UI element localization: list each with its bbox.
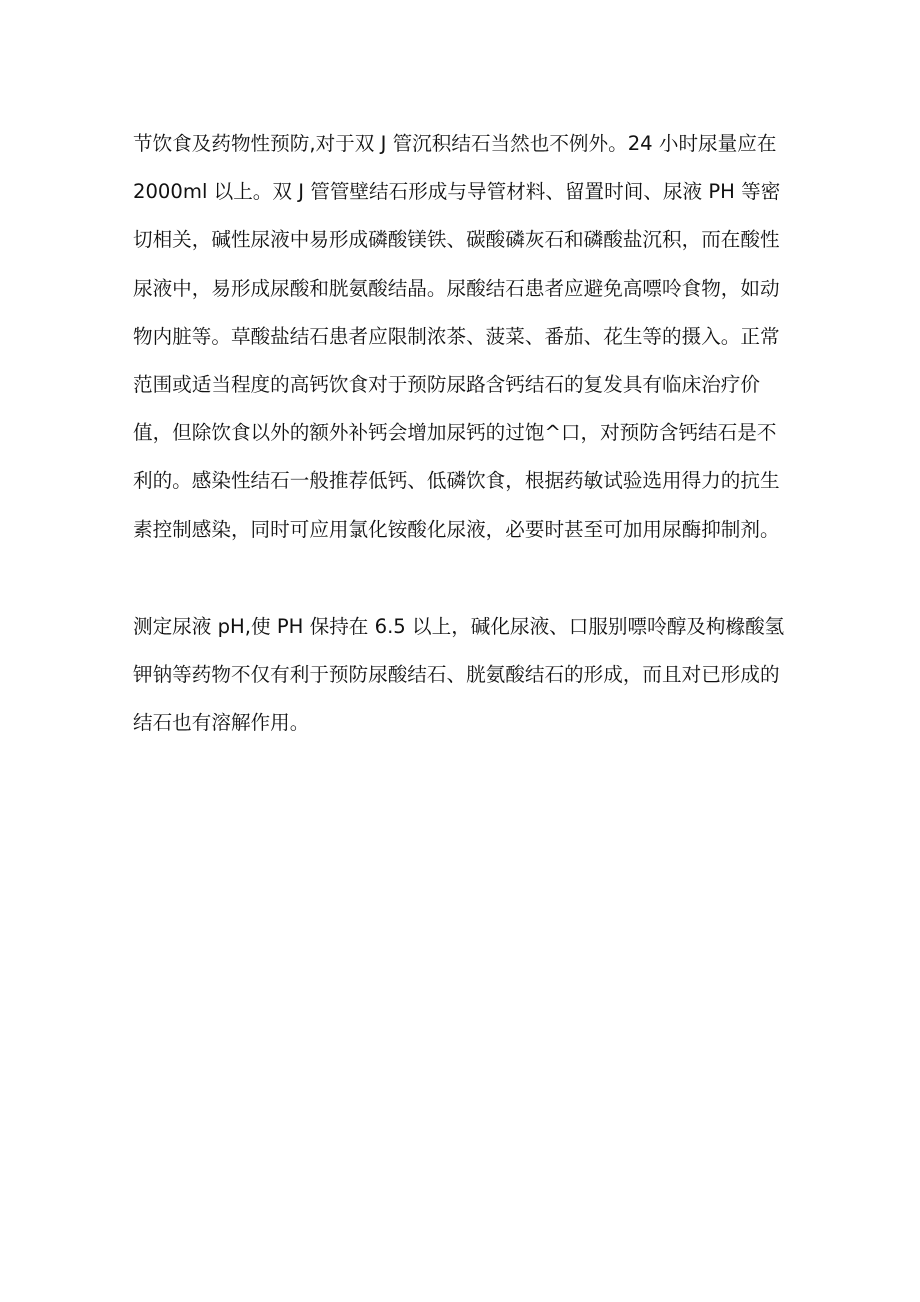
paragraph-line: 结石也有溶解作用。 — [133, 711, 310, 735]
paragraph-line: 物内脏等。草酸盐结石患者应限制浓茶、菠菜、番茄、花生等的摄入。正常 — [133, 324, 780, 348]
paragraph-line: 范围或适当程度的高钙饮食对于预防尿路含钙结石的复发具有临床治疗价 — [133, 372, 760, 396]
paragraph-line: 2000ml 以上。双 J 管管壁结石形成与导管材料、留置时间、尿液 PH 等密 — [133, 180, 781, 204]
paragraph-line: 钾钠等药物不仅有利于预防尿酸结石、胱氨酸结石的形成，而且对已形成的 — [133, 663, 780, 687]
paragraph-urine-alkalization — [133, 603, 813, 748]
paragraph-line: 素控制感染，同时可应用氯化铵酸化尿液，必要时甚至可加用尿酶抑制剂。 — [133, 517, 780, 541]
paragraph-stone-prevention-diet — [133, 120, 813, 554]
paragraph-line: 尿液中，易形成尿酸和胱氨酸结晶。尿酸结石患者应避免高嘌呤食物，如动 — [133, 276, 780, 300]
paragraph-line: 切相关，碱性尿液中易形成磷酸镁铁、碳酸磷灰石和磷酸盐沉积，而在酸性 — [133, 228, 780, 252]
paragraph-line: 值，但除饮食以外的额外补钙会增加尿钙的过饱^口，对预防含钙结石是不 — [133, 421, 777, 445]
paragraph-line: 节饮食及药物性预防,对于双 J 管沉积结石当然也不例外。24 小时尿量应在 — [133, 132, 777, 155]
paragraph-line: 测定尿液 pH,使 PH 保持在 6.5 以上，碱化尿液、口服别嘌呤醇及枸橼酸氢 — [133, 615, 785, 638]
paragraph-line: 利的。感染性结石一般推荐低钙、低磷饮食，根据药敏试验选用得力的抗生 — [133, 469, 780, 493]
